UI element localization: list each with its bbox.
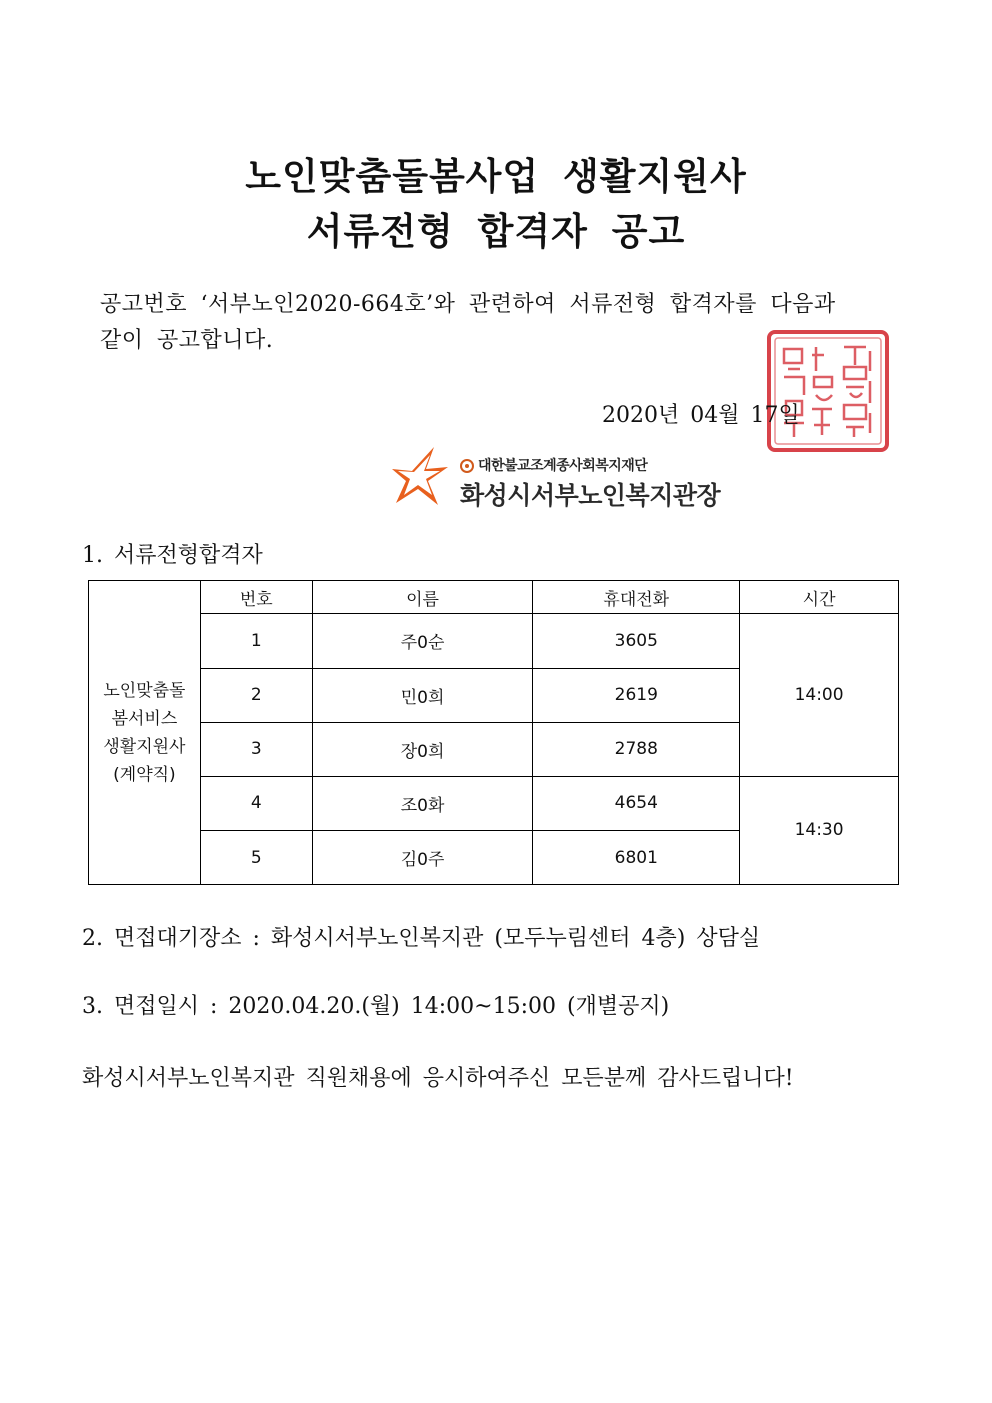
header-time: 시간 [740, 581, 899, 614]
row-phone: 3605 [533, 614, 740, 669]
interview-location: 2. 면접대기장소 : 화성시서부노인복지관 (모두누림센터 4층) 상담실 [82, 926, 761, 951]
row-number: 5 [200, 831, 312, 885]
section1-title: 1. 서류전형합격자 [82, 543, 263, 568]
header-name: 이름 [312, 581, 533, 614]
row-phone: 6801 [533, 831, 740, 885]
row-name: 김0주 [312, 831, 533, 885]
header-number: 번호 [200, 581, 312, 614]
official-seal-icon [766, 329, 890, 453]
row-name: 주0순 [312, 614, 533, 669]
row-name: 조0화 [312, 776, 533, 831]
row-number: 2 [200, 668, 312, 722]
organization-logo [390, 445, 730, 515]
category-cell: 노인맞춤돌 봄서비스 생활지원사 (계약직) [89, 581, 201, 885]
row-number: 3 [200, 722, 312, 776]
row-number: 1 [200, 614, 312, 669]
time-slot: 14:30 [740, 776, 899, 885]
star-logo-icon [390, 445, 452, 509]
row-name: 민0희 [312, 668, 533, 722]
row-number: 4 [200, 776, 312, 831]
row-phone: 2619 [533, 668, 740, 722]
passers-table [88, 580, 899, 885]
interview-datetime: 3. 면접일시 : 2020.04.20.(월) 14:00~15:00 (개별공지) [82, 994, 670, 1019]
table-header-row [89, 581, 899, 614]
announcement-date: 2020년 04월 17일 [602, 403, 800, 428]
closing-message: 화성시서부노인복지관 직원채용에 응시하여주신 모든분께 감사드립니다! [82, 1066, 794, 1091]
foundation-name: 대한불교조계종사회복지재단 [460, 455, 647, 475]
document-title-line2: 서류전형 합격자 공고 [306, 210, 686, 253]
time-slot: 14:00 [740, 614, 899, 777]
table-row [89, 776, 899, 831]
row-phone: 2788 [533, 722, 740, 776]
intro-line1: 공고번호 ‘서부노인2020-664호’와 관련하여 서류전형 합격자를 다음과 [100, 292, 836, 317]
foundation-emblem-icon [460, 459, 474, 473]
table-row [89, 614, 899, 669]
intro-line2: 같이 공고합니다. [100, 328, 274, 353]
row-name: 장0희 [312, 722, 533, 776]
organization-name: 화성시서부노인복지관장 [460, 481, 721, 510]
header-phone: 휴대전화 [533, 581, 740, 614]
document-title-line1: 노인맞춤돌봄사업 생활지원사 [245, 155, 747, 198]
row-phone: 4654 [533, 776, 740, 831]
